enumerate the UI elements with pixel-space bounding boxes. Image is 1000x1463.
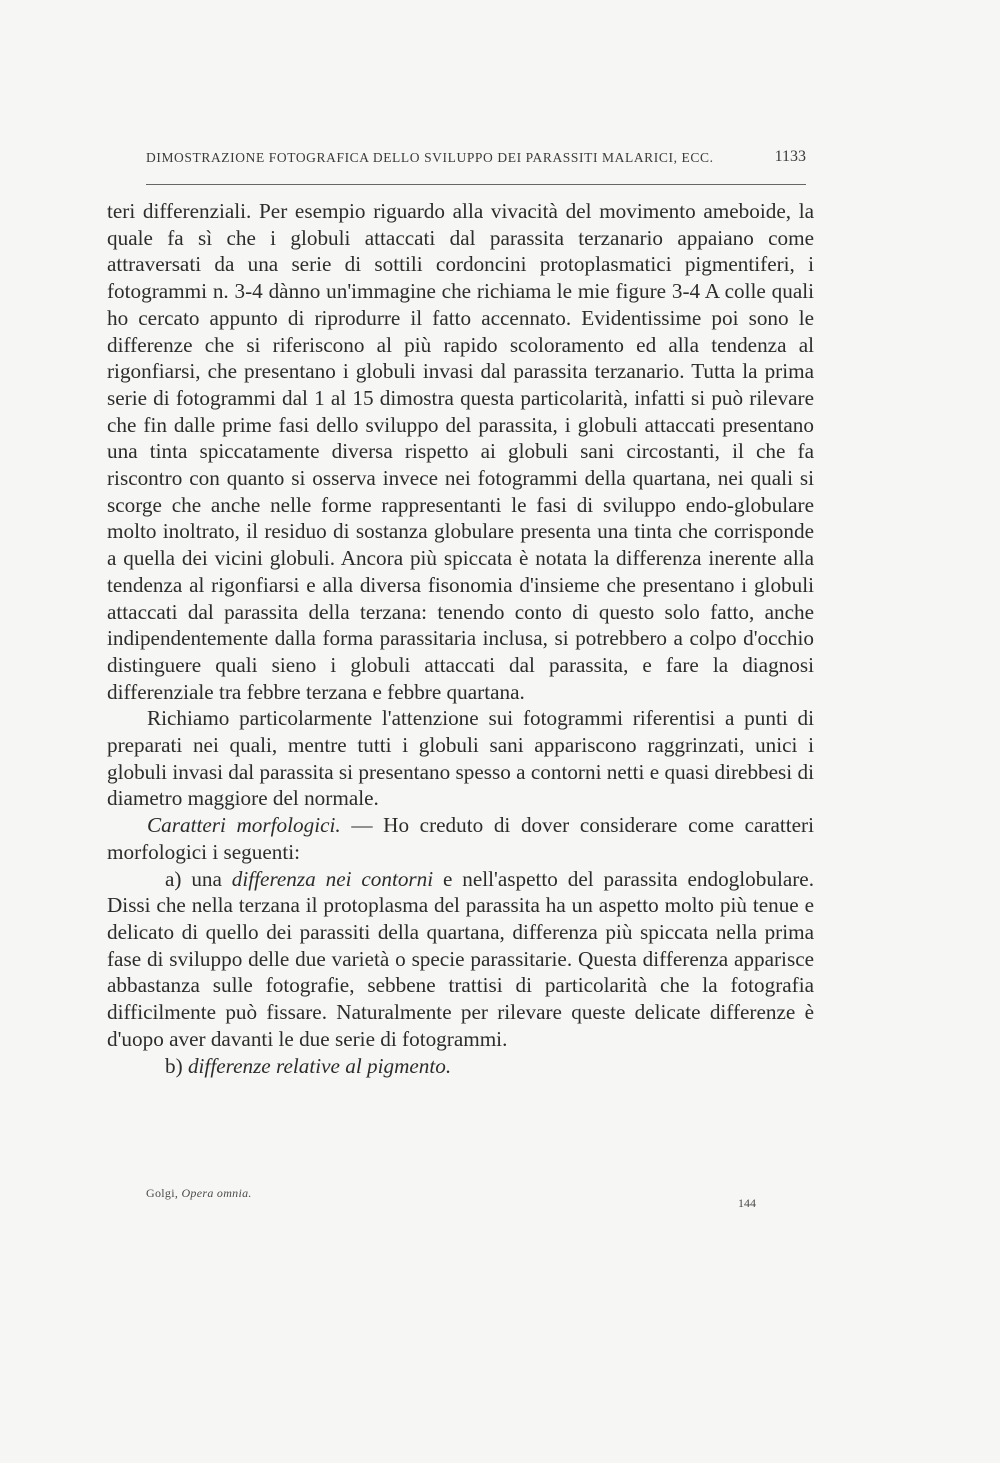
running-header-title: DIMOSTRAZIONE FOTOGRAFICA DELLO SVILUPPO DEI PARASSITI MALARICI, ECC. bbox=[146, 150, 714, 165]
paragraph-1: teri differenziali. Per esempio riguardo alla vivacità del movimento ameboide, la quale fa sì che i globuli attaccati dal parassita terzanario appaiano come attraversati da una serie di sottili cordoncini protoplasmatici pigmentiferi, i fotogrammi n. 3-4 dànno un'immagine che richiama le mie figure 3-4 A colle quali ho cercato appunto di riprodurre il fatto accennato. Evidentissime poi sono le differenze che si riferiscono al più rapido scoloramento ed alla tendenza al rigonfiarsi, che presentano i globuli invasi dal parassita terzanario. Tutta la prima serie di fotogrammi dal 1 al 15 dimostra questa particolarità, infatti si può rilevare che fin dalle prime fasi dello sviluppo del parassita, i globuli attaccati presentano una tinta spiccatamente diversa rispetto ai globuli sani circostanti, il che fa riscontro con quanto si osserva invece nei fotogrammi della quartana, nei quali si scorge che anche nelle forme rappresentanti le fasi di sviluppo endo-globulare molto inoltrato, il residuo di sostanza globulare presenta una tinta che corrisponde a quella dei vicini globuli. Ancora più spiccata è notata la differenza inerente alla tendenza al rigonfiarsi e alla diversa fisonomia d'insieme che presentano i globuli attaccati dal parassita della terzana: tenendo conto di questo solo fatto, anche indipendentemente dalla forma parassitaria inclusa, si potrebbero a colpo d'occhio distinguere quali sieno i globuli attaccati dal parassita, e fare la diagnosi differenziale tra febbre terzana e febbre quartana. bbox=[107, 199, 814, 704]
footer-work: Opera omnia. bbox=[181, 1186, 252, 1200]
running-header bbox=[146, 148, 806, 185]
list-item-b bbox=[107, 1053, 814, 1080]
footer-citation bbox=[146, 1186, 252, 1201]
main-text bbox=[107, 198, 814, 1079]
page-number: 1133 bbox=[774, 148, 806, 165]
list-item-a-text: e nell'aspetto del parassita endoglobulare. Dissi che nella terzana il protoplasma del parassita ha un aspetto molto più tenue e delicato di quello dei parassiti della quartana, differenza più spiccata nella prima fase di sviluppo delle due varietà o specie parassitarie. Questa differenza apparisce abbastanza sulle fotografie, sebbene trattisi di particolarità che la fotografia difficilmente può fissare. Naturalmente per rilevare queste delicate differenze è d'uopo aver davanti le due serie di fotogrammi. bbox=[107, 866, 814, 1051]
signature-number: 144 bbox=[738, 1196, 756, 1210]
paragraph-2: Richiamo particolarmente l'attenzione sui fotogrammi riferentisi a punti di preparati nei quali, mentre tutti i globuli sani appariscono raggrinzati, unici i globuli invasi dal parassita si presentano spesso a contorni netti e quasi direbbesi di diametro maggiore del normale. bbox=[107, 706, 814, 811]
paragraph-3 bbox=[107, 812, 814, 865]
list-item-a-marker: a) una bbox=[165, 866, 232, 891]
list-item-b-marker: b) bbox=[165, 1053, 188, 1078]
list-item-a bbox=[107, 866, 814, 1053]
paragraph-3-text: — Ho creduto di dover considerare come caratteri morfologici i seguenti: bbox=[107, 813, 815, 864]
list-item-a-emphasis: differenza nei contorni bbox=[231, 866, 434, 891]
list-item-b-emphasis: differenze relative al pigmento. bbox=[187, 1053, 452, 1078]
footer-author: Golgi, bbox=[146, 1186, 179, 1200]
section-heading-morphology: Caratteri morfologici. bbox=[147, 813, 341, 838]
